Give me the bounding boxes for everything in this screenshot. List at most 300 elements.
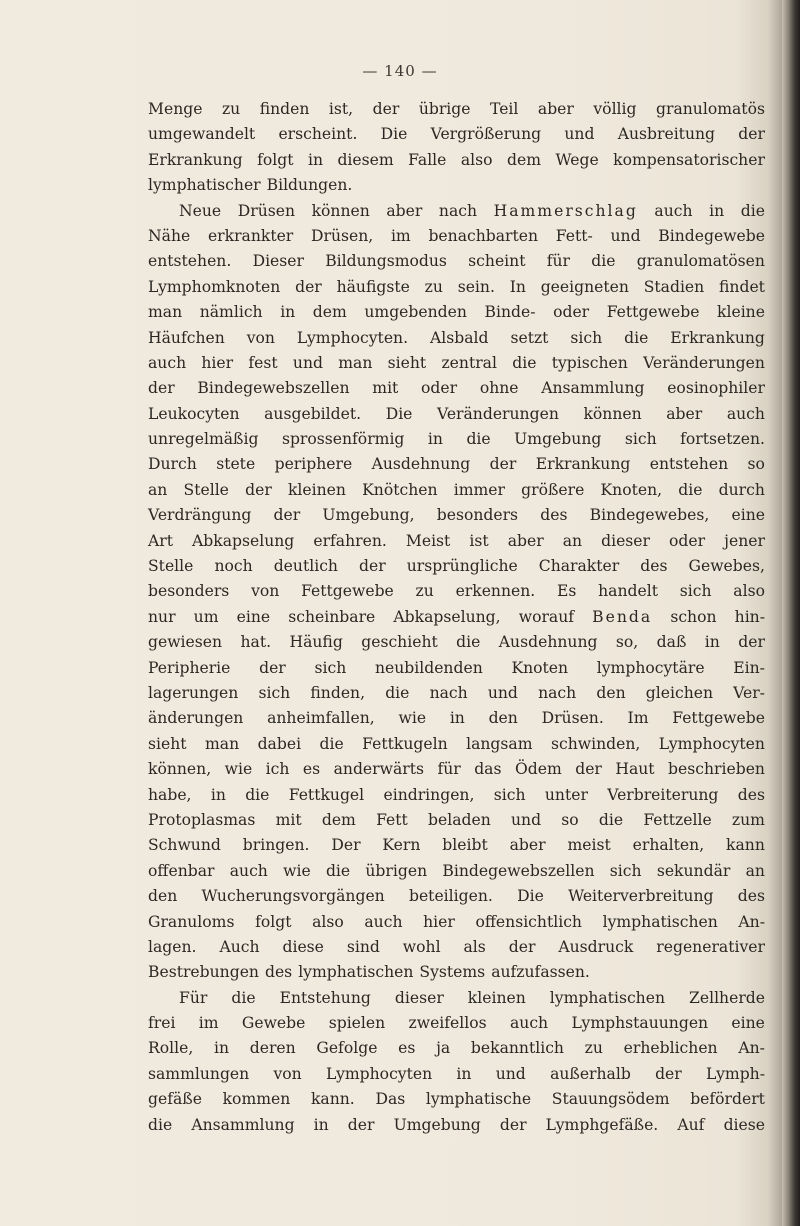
word: den xyxy=(488,709,518,728)
word: Das xyxy=(375,1090,406,1109)
word: entstehen. xyxy=(148,252,232,271)
word: Bindegewebszellen xyxy=(197,379,350,398)
word: Ansammlung xyxy=(191,1115,295,1134)
word: als xyxy=(463,937,486,956)
word: geeigneten xyxy=(540,277,629,296)
word: Haut xyxy=(615,760,655,779)
word: die xyxy=(245,785,270,804)
word: Menge xyxy=(148,100,203,118)
word: finden xyxy=(259,100,310,118)
word: granulomatös xyxy=(656,100,765,118)
word: der xyxy=(359,557,386,576)
word: zu xyxy=(221,100,241,118)
word: lymphocytäre xyxy=(596,658,705,677)
word: Veränderungen xyxy=(643,353,765,372)
word: Fettkugeln xyxy=(362,734,448,753)
word: unter xyxy=(544,785,588,804)
word: der xyxy=(738,633,765,652)
word: langsam xyxy=(466,734,533,753)
text-line xyxy=(148,681,765,706)
text-line xyxy=(148,1062,765,1087)
word: die xyxy=(624,328,649,347)
word: Erkrankung xyxy=(670,328,765,347)
word: Lymphgefäße. xyxy=(545,1115,659,1134)
word: der xyxy=(273,506,301,525)
text-line xyxy=(148,351,765,376)
word: erhalten, xyxy=(632,836,705,855)
word: mit xyxy=(372,379,399,398)
text-line xyxy=(148,249,765,274)
text-line xyxy=(148,1036,765,1061)
word: es xyxy=(302,760,321,779)
word: an xyxy=(148,480,168,499)
word: unregelmäßig xyxy=(148,430,259,449)
word: meist xyxy=(567,836,611,855)
text-line xyxy=(148,529,765,554)
word: immer xyxy=(453,480,505,499)
word: erheblichen xyxy=(623,1039,718,1058)
word: schwinden, xyxy=(550,734,641,753)
word: Bildungsmodus xyxy=(325,252,447,271)
word: Knötchen xyxy=(362,480,438,499)
word: Stelle xyxy=(183,480,229,499)
word: bleibt xyxy=(442,836,488,855)
word: Lymphocyten xyxy=(658,734,765,753)
word: außerhalb xyxy=(550,1064,631,1083)
word: an xyxy=(745,861,765,880)
text-line xyxy=(148,706,765,731)
word: hat. xyxy=(240,633,272,652)
text-line xyxy=(148,326,765,351)
word: zu xyxy=(415,582,434,601)
word: kann xyxy=(726,836,765,855)
word: der xyxy=(295,277,322,296)
word: und xyxy=(564,125,595,144)
word: die xyxy=(148,1115,173,1134)
word: sich xyxy=(609,861,642,880)
word: auch xyxy=(509,1014,549,1033)
word: der xyxy=(245,480,272,499)
word: Rolle, xyxy=(148,1039,194,1058)
text-line xyxy=(148,1011,765,1036)
word: auch xyxy=(726,404,765,423)
word: daß xyxy=(656,633,687,652)
word: in xyxy=(427,430,443,449)
word: umgewandelt xyxy=(148,125,256,144)
word: dem xyxy=(507,150,542,169)
word: Fettkugel xyxy=(288,785,365,804)
word: Der xyxy=(331,836,361,855)
word: Abkapselung, xyxy=(393,607,501,626)
word: und xyxy=(487,683,518,702)
word: spielen xyxy=(328,1014,386,1033)
word: besonders xyxy=(148,582,230,601)
text-line xyxy=(148,427,765,452)
word: können, xyxy=(148,760,212,779)
word: um xyxy=(193,607,219,626)
word: also xyxy=(460,150,493,169)
text-line xyxy=(148,986,765,1011)
word: also xyxy=(312,912,344,931)
word: Umgebung, xyxy=(322,506,415,525)
word: man xyxy=(148,303,183,322)
word: in xyxy=(307,150,323,169)
word: in xyxy=(313,1115,329,1134)
word: fortsetzen. xyxy=(680,430,765,449)
word: hier xyxy=(423,912,455,931)
word: Die xyxy=(517,887,544,906)
word: die xyxy=(591,252,616,271)
word: kleinen xyxy=(467,988,526,1007)
word: der xyxy=(738,125,765,144)
word: dieser xyxy=(601,531,650,550)
word: erkrankter xyxy=(207,226,294,245)
word: Benda xyxy=(592,607,653,626)
word: von xyxy=(246,328,275,347)
word: ohne xyxy=(479,379,519,398)
word: aber xyxy=(537,100,574,118)
word: zu xyxy=(424,277,443,296)
word: lymphatischer xyxy=(148,176,261,195)
word: schon xyxy=(670,607,717,626)
word: der xyxy=(489,455,517,474)
word: kann. xyxy=(310,1090,355,1109)
word: Bindegewebes, xyxy=(589,506,710,525)
word: und xyxy=(292,353,323,372)
word: aber xyxy=(666,404,703,423)
text-line xyxy=(148,478,765,503)
word: neubildenden xyxy=(374,658,483,677)
page-number: — 140 — xyxy=(362,62,438,80)
word: man xyxy=(204,734,240,753)
word: Auf xyxy=(677,1115,705,1134)
word: wie xyxy=(224,760,253,779)
word: habe, xyxy=(148,785,192,804)
word: können xyxy=(583,404,642,423)
text-line xyxy=(148,275,765,300)
word: Fett- xyxy=(555,226,593,245)
word: geschieht xyxy=(361,633,438,652)
word: sind xyxy=(346,937,380,956)
word: anheimfallen, xyxy=(267,709,375,728)
word: aufzufassen. xyxy=(491,963,590,982)
word: lagen. xyxy=(148,937,197,956)
text-line xyxy=(148,960,765,985)
word: kompensatorischer xyxy=(613,150,765,169)
word: der xyxy=(259,658,286,677)
word: zum xyxy=(731,810,765,829)
word: die xyxy=(678,480,703,499)
word: sich xyxy=(314,658,347,677)
word: sammlungen xyxy=(148,1064,250,1083)
word: bringen. xyxy=(242,836,310,855)
word: mit xyxy=(275,810,302,829)
word: Stelle xyxy=(148,557,194,576)
word: frei xyxy=(148,1014,176,1033)
word: im xyxy=(198,1014,219,1033)
word: ich xyxy=(265,760,290,779)
text-line xyxy=(148,224,765,249)
word: die xyxy=(466,430,491,449)
word: und xyxy=(495,1064,526,1083)
word: der xyxy=(499,1115,527,1134)
word: Lymphocyten. xyxy=(296,328,409,347)
word: in xyxy=(280,303,296,322)
word: worauf xyxy=(518,607,575,626)
word: Wege xyxy=(555,150,599,169)
word: wohl xyxy=(402,937,441,956)
word: eine xyxy=(236,607,271,626)
word: also xyxy=(733,582,765,601)
word: findet xyxy=(719,277,765,296)
word: Zellherde xyxy=(689,988,765,1007)
word: die xyxy=(319,734,344,753)
word: eine xyxy=(731,506,765,525)
word: des xyxy=(540,506,568,525)
word: die xyxy=(456,633,481,652)
word: Stauungsödem xyxy=(551,1090,670,1109)
word: beladen xyxy=(428,810,491,829)
text-line xyxy=(148,884,765,909)
text-line xyxy=(148,783,765,808)
word: jener xyxy=(724,531,765,550)
text-line xyxy=(148,97,765,122)
word: sekundär xyxy=(656,861,731,880)
word: Charakter xyxy=(538,557,620,576)
word: nur xyxy=(148,607,176,626)
word: Bindegewebe xyxy=(658,226,765,245)
word: Meist xyxy=(405,531,451,550)
word: ausgebildet. xyxy=(264,404,362,423)
word: diesem xyxy=(337,150,394,169)
word: Ausdehnung xyxy=(498,633,598,652)
word: Lymphomknoten xyxy=(148,277,281,296)
word: auch xyxy=(364,912,403,931)
word: ja xyxy=(436,1039,451,1058)
word: kommen xyxy=(222,1090,291,1109)
word: es xyxy=(398,1039,416,1058)
word: in xyxy=(709,201,725,220)
word: Lymphocyten xyxy=(325,1064,433,1083)
word: kleinen xyxy=(287,480,346,499)
word: zu xyxy=(584,1039,603,1058)
word: Umgebung xyxy=(514,430,602,449)
word: so xyxy=(561,810,579,829)
word: der xyxy=(148,379,175,398)
word: oder xyxy=(553,303,590,322)
word: umgebenden xyxy=(364,303,467,322)
word: offenbar xyxy=(148,861,215,880)
word: zweifellos xyxy=(408,1014,487,1033)
text-line xyxy=(148,503,765,528)
word: der xyxy=(508,937,536,956)
word: Drüsen xyxy=(237,201,296,220)
word: Verdrängung xyxy=(148,506,252,525)
word: die xyxy=(325,861,351,880)
word: An- xyxy=(738,912,765,931)
word: völlig xyxy=(593,100,637,118)
word: sich xyxy=(493,785,526,804)
word: des xyxy=(737,785,765,804)
word: nach xyxy=(429,683,468,702)
word: der xyxy=(372,100,400,118)
word: Systems xyxy=(419,963,486,982)
text-line xyxy=(148,859,765,884)
word: Die xyxy=(385,404,413,423)
word: Stadien xyxy=(643,277,705,296)
word: Gewebe xyxy=(241,1014,306,1033)
word: des xyxy=(640,557,668,576)
word: Ausdruck xyxy=(558,937,634,956)
word: Peripherie xyxy=(148,658,231,677)
word: setzt xyxy=(510,328,549,347)
word: die xyxy=(231,988,256,1007)
word: Ausdehnung xyxy=(371,455,471,474)
text-line xyxy=(148,122,765,147)
word: oder xyxy=(421,379,458,398)
word: Art xyxy=(148,531,173,550)
word: lagerungen xyxy=(148,683,239,702)
word: des xyxy=(737,887,765,906)
text-line xyxy=(148,630,765,655)
word: nach xyxy=(538,683,577,702)
word: diese xyxy=(282,937,324,956)
word: benachbarten xyxy=(428,226,539,245)
word: hier xyxy=(201,353,234,372)
word: änderungen xyxy=(148,709,244,728)
word: Knoten, xyxy=(600,480,663,499)
word: Auch xyxy=(219,937,260,956)
word: sieht xyxy=(148,734,187,753)
word: dieser xyxy=(394,988,444,1007)
word: Bestrebungen xyxy=(148,963,259,982)
word: die xyxy=(598,810,624,829)
word: von xyxy=(251,582,280,601)
word: Fettgewebe xyxy=(672,709,765,728)
word: aber xyxy=(386,201,423,220)
word: Dieser xyxy=(252,252,304,271)
word: lymphatischen xyxy=(602,912,718,931)
word: dabei xyxy=(257,734,302,753)
word: fest xyxy=(248,353,278,372)
word: Weiterverbreitung xyxy=(568,887,714,906)
word: gewiesen xyxy=(148,633,223,652)
word: der xyxy=(347,1115,375,1134)
text-line xyxy=(148,605,765,630)
word: hin- xyxy=(734,607,765,626)
word: Ausbreitung xyxy=(617,125,716,144)
word: nach xyxy=(438,201,478,220)
word: oder xyxy=(669,531,706,550)
word: eindringen, xyxy=(383,785,475,804)
text-line xyxy=(148,1113,765,1138)
word: erscheint. xyxy=(278,125,358,144)
word: Ver- xyxy=(733,683,765,702)
text-line xyxy=(148,910,765,935)
word: Leukocyten xyxy=(148,404,240,423)
word: sein. xyxy=(457,277,495,296)
text-line xyxy=(148,173,765,198)
word: so xyxy=(747,455,765,474)
word: sich xyxy=(258,683,291,702)
word: sich xyxy=(624,430,657,449)
word: Umgebung xyxy=(393,1115,481,1134)
word: entstehen xyxy=(649,455,729,474)
word: von xyxy=(273,1064,302,1083)
word: anderwärts xyxy=(333,760,424,779)
word: erfahren. xyxy=(313,531,387,550)
word: beteiligen. xyxy=(408,887,493,906)
word: das xyxy=(474,760,502,779)
word: Es xyxy=(557,582,577,601)
word: scheinbare xyxy=(288,607,376,626)
word: im xyxy=(390,226,411,245)
text-line xyxy=(148,300,765,325)
word: lymphatische xyxy=(425,1090,532,1109)
word: können xyxy=(311,201,370,220)
word: granulomatösen xyxy=(636,252,765,271)
word: Häufchen xyxy=(148,328,225,347)
word: Schwund xyxy=(148,836,221,855)
word: wie xyxy=(283,861,311,880)
word: übrige xyxy=(418,100,471,118)
word: Nähe xyxy=(148,226,191,245)
text-line xyxy=(148,376,765,401)
word: durch xyxy=(718,480,765,499)
text-line xyxy=(148,554,765,579)
word: Falle xyxy=(408,150,447,169)
word: die xyxy=(512,353,537,372)
word: man xyxy=(338,353,373,372)
word: der xyxy=(655,1064,682,1083)
word: auch xyxy=(229,861,268,880)
word: lymphatischen xyxy=(298,963,414,982)
text-line xyxy=(148,935,765,960)
word: und xyxy=(610,226,641,245)
word: deutlich xyxy=(273,557,338,576)
word: aber xyxy=(507,531,544,550)
word: beschrieben xyxy=(668,760,765,779)
word: Häufig xyxy=(289,633,343,652)
word: in xyxy=(214,1039,230,1058)
word: Lymphstauungen xyxy=(571,1014,709,1033)
word: erkennen. xyxy=(455,582,536,601)
word: folgt xyxy=(257,150,294,169)
word: An- xyxy=(738,1039,765,1058)
word: an xyxy=(562,531,583,550)
word: Durch xyxy=(148,455,197,474)
word: sich xyxy=(679,582,712,601)
word: diese xyxy=(723,1115,765,1134)
word: scheint xyxy=(468,252,526,271)
word: Verbreiterung xyxy=(607,785,719,804)
word: finden, xyxy=(310,683,366,702)
word: Fettgewebe xyxy=(606,303,700,322)
word: Ansammlung xyxy=(541,379,645,398)
text-line xyxy=(148,757,765,782)
word: in xyxy=(449,709,465,728)
word: Teil xyxy=(490,100,519,118)
word: Fett xyxy=(376,810,408,829)
page-body-text xyxy=(148,97,765,1138)
word: Entstehung xyxy=(279,988,371,1007)
word: sprossenförmig xyxy=(281,430,405,449)
word: Wucherungsvorgängen xyxy=(201,887,385,906)
text-line xyxy=(148,732,765,757)
text-line xyxy=(148,452,765,477)
word: kleine xyxy=(717,303,765,322)
word: regenerativer xyxy=(656,937,765,956)
